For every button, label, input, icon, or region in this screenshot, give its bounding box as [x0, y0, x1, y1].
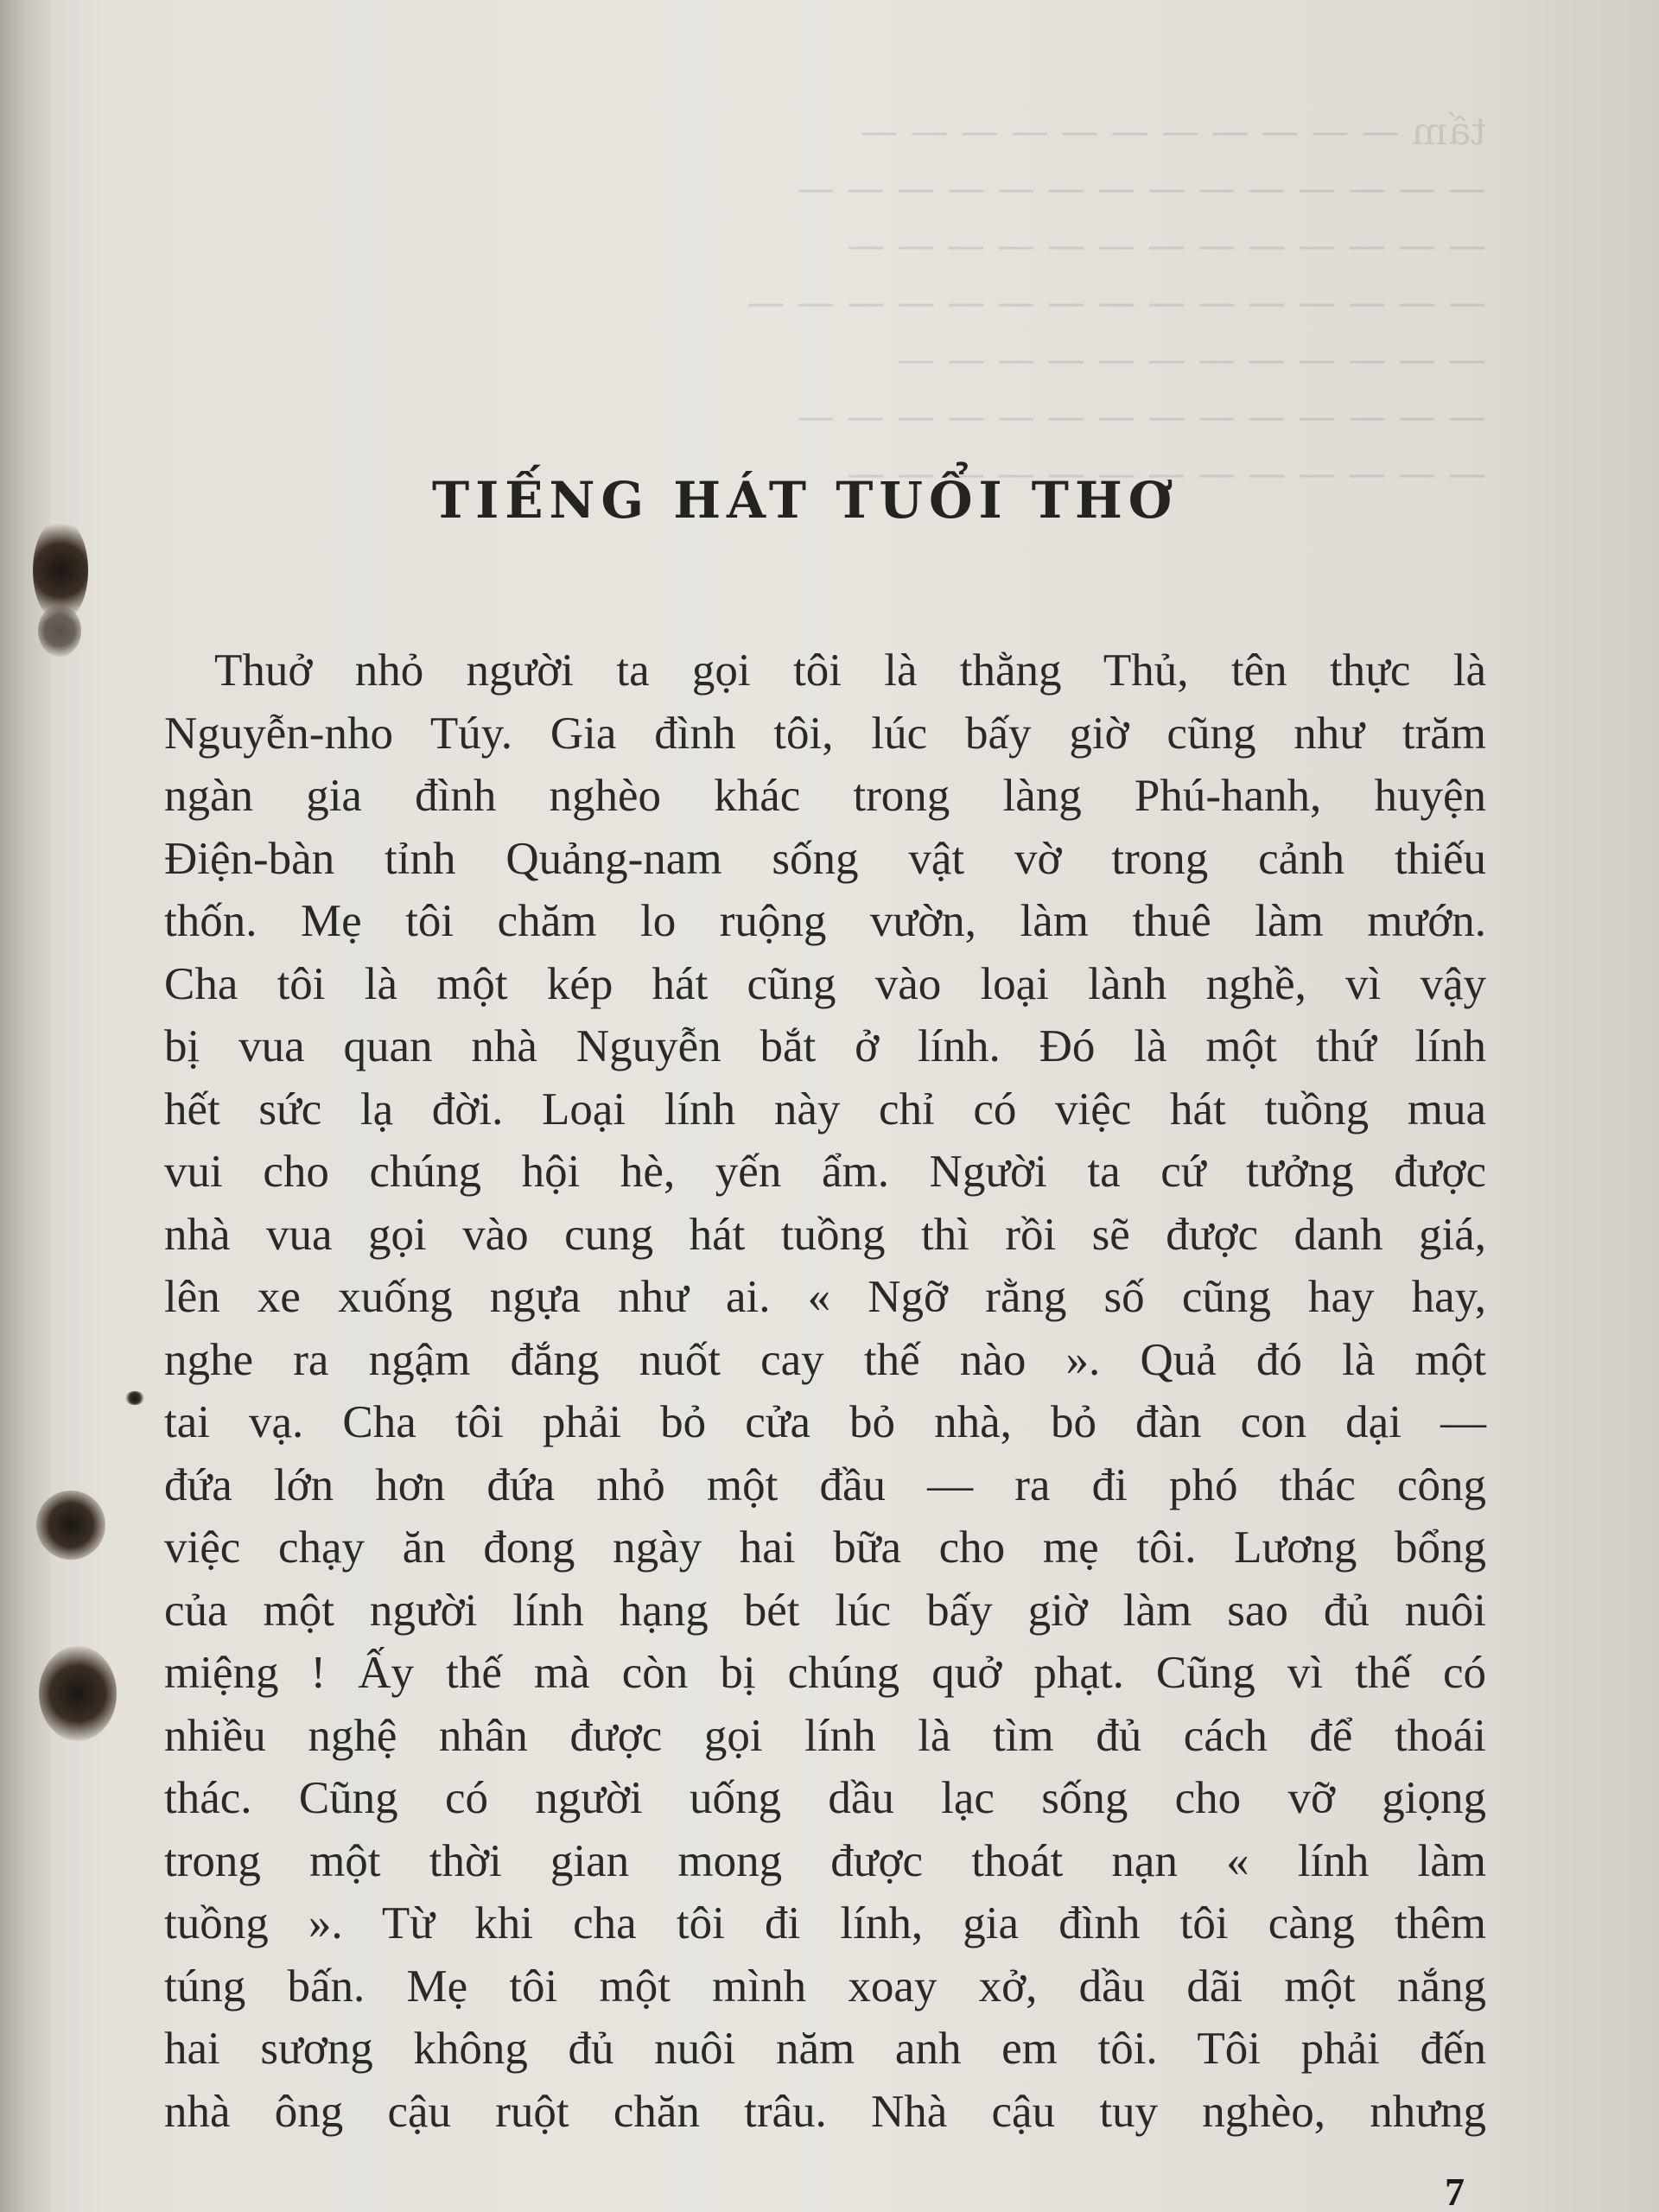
page-number: 7 [1445, 2170, 1465, 2212]
body-text [164, 639, 1486, 2143]
text-line: Thuở nhỏ người ta gọi tôi là thằng Thủ, tên thực là [214, 645, 1486, 696]
text-line: trong một thời gian mong được thoát nạn « lính làm [164, 1835, 1486, 1886]
text-line: nhà ông cậu ruột chăn trâu. Nhà cậu tuy nghèo, nhưng [164, 2086, 1486, 2137]
chapter-title: TIẾNG HÁT TUỔI THƠ [432, 471, 1179, 530]
ink-dot [125, 1391, 144, 1405]
text-line: tai vạ. Cha tôi phải bỏ cửa bỏ nhà, bỏ đàn con dại — [164, 1397, 1486, 1447]
text-line: thác. Cũng có người uống dầu lạc sống cho vỡ giọng [164, 1773, 1486, 1823]
text-line: nhà vua gọi vào cung hát tuồng thì rồi sẽ được danh giá, [164, 1209, 1486, 1260]
bleed-through-text: tấm — — — — — — — — — — — — — — — — — — — — — — — — — — — — — — — — — — — — — — — — — — — — — — — — — — — — — — — — — — — — — — — — — — — — — — — — — — — — — — — — — — — — — — — — — — — — [747, 110, 1486, 496]
text-line: của một người lính hạng bét lúc bấy giờ làm sao đủ nuôi [164, 1585, 1486, 1636]
text-line: bị vua quan nhà Nguyễn bắt ở lính. Đó là một thứ lính [164, 1021, 1486, 1071]
text-line: tuồng ». Từ khi cha tôi đi lính, gia đình tôi càng thêm [164, 1898, 1486, 1948]
text-line: hết sức lạ đời. Loại lính này chỉ có việc hát tuồng mua [164, 1084, 1486, 1135]
text-line: đứa lớn hơn đứa nhỏ một đầu — ra đi phó thác công [164, 1459, 1486, 1510]
text-line: ngàn gia đình nghèo khác trong làng Phú-hanh, huyện [164, 771, 1486, 821]
burn-mark [36, 1491, 105, 1560]
text-line: miệng ! Ấy thế mà còn bị chúng quở phạt. Cũng vì thế có [164, 1648, 1486, 1698]
book-gutter [0, 0, 50, 2212]
text-line: túng bấn. Mẹ tôi một mình xoay xở, dầu dãi một nắng [164, 1961, 1486, 2012]
burn-mark [38, 605, 81, 657]
text-line: Điện-bàn tỉnh Quảng-nam sống vật vờ trong cảnh thiếu [164, 833, 1486, 884]
text-line: vui cho chúng hội hè, yến ẩm. Người ta cứ tưởng được [164, 1147, 1486, 1197]
burn-mark [39, 1646, 117, 1741]
text-line: nhiều nghệ nhân được gọi lính là tìm đủ cách để thoái [164, 1710, 1486, 1761]
text-line: hai sương không đủ nuôi năm anh em tôi. Tôi phải đến [164, 2024, 1486, 2074]
text-line: nghe ra ngậm đắng nuốt cay thế nào ». Quả đó là một [164, 1334, 1486, 1385]
text-line: thốn. Mẹ tôi chăm lo ruộng vườn, làm thuê làm mướn. [164, 896, 1486, 946]
text-line: Nguyễn-nho Túy. Gia đình tôi, lúc bấy giờ cũng như trăm [164, 708, 1486, 759]
text-line: việc chạy ăn đong ngày hai bữa cho mẹ tôi. Lương bổng [164, 1522, 1486, 1573]
text-line: lên xe xuống ngựa như ai. « Ngỡ rằng số cũng hay hay, [164, 1272, 1486, 1322]
text-line: Cha tôi là một kép hát cũng vào loại lành nghề, vì vậy [164, 958, 1486, 1009]
